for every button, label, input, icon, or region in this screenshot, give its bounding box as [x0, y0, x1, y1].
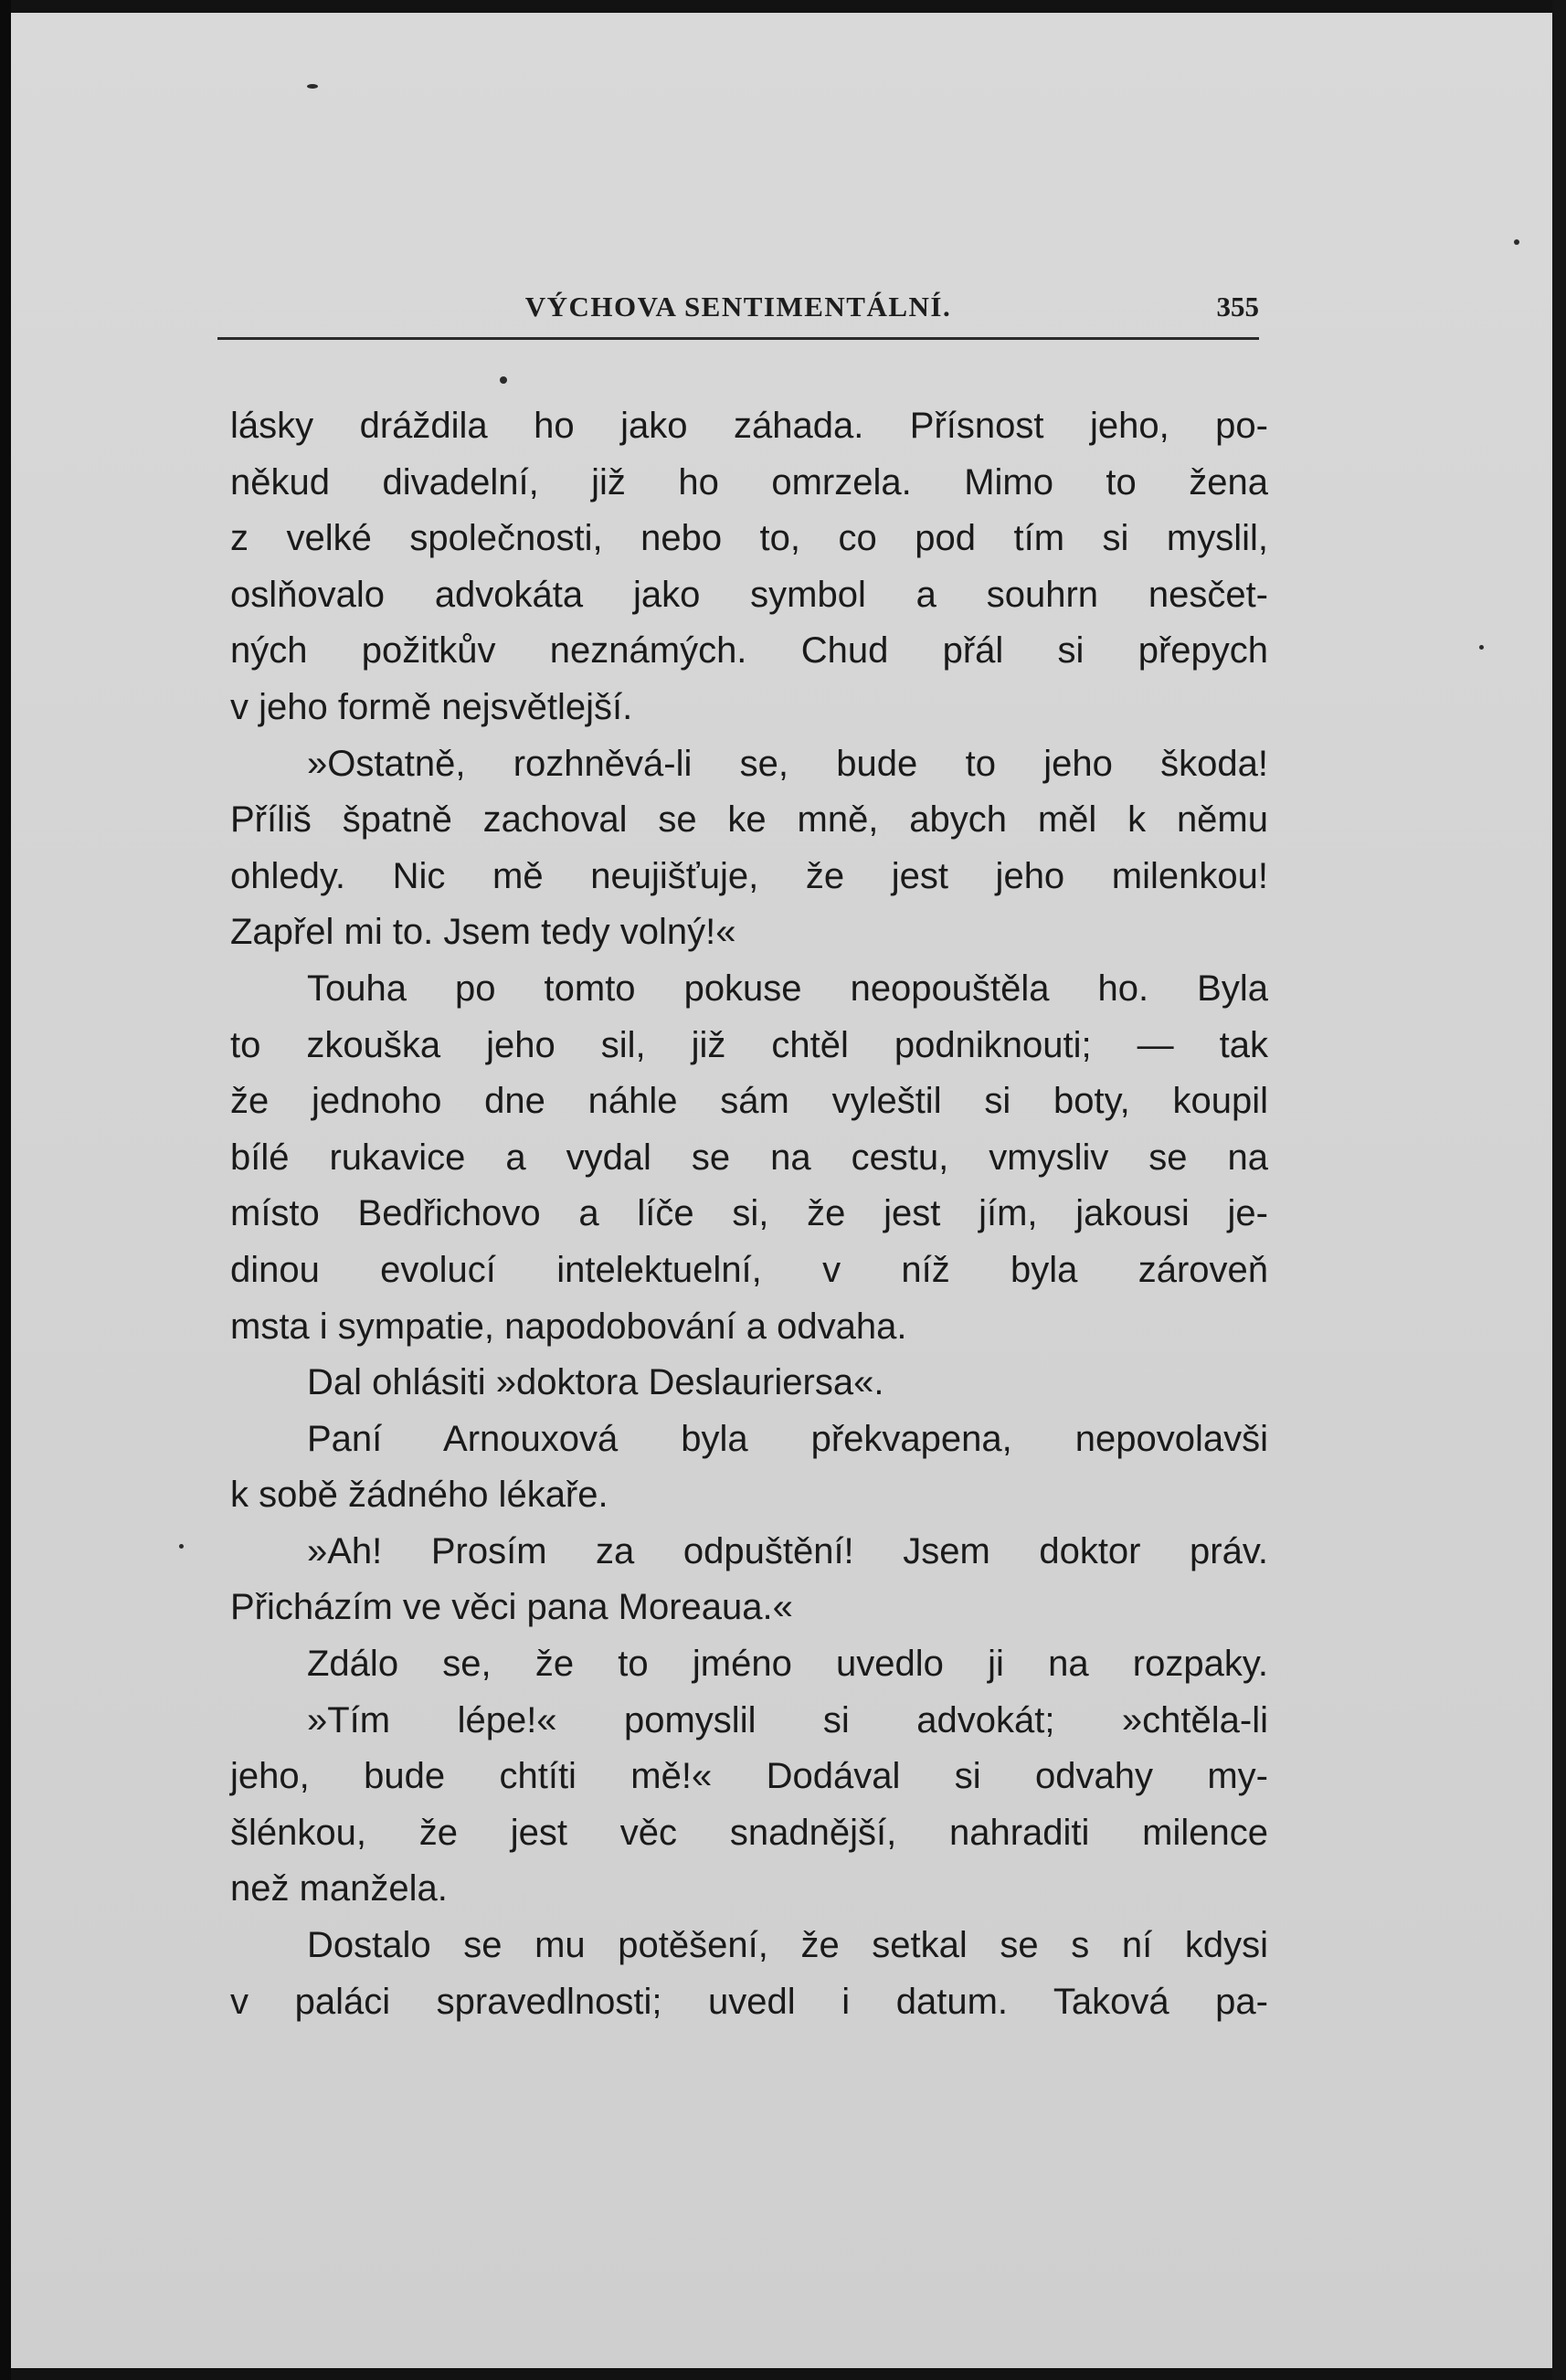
text-line: Dostalo se mu potěšení, že setkal se s ní kdysi: [307, 1925, 1268, 1966]
scan-left-border: [0, 0, 11, 2380]
text-line: »Ostatně, rozhněvá-li se, bude to jeho škoda!: [307, 743, 1268, 784]
text-line: lásky dráždila ho jako záhada. Přísnost jeho, po-: [230, 406, 1268, 446]
text-line: msta i sympatie, napodobování a odvaha.: [230, 1306, 907, 1347]
text-line: dinou evolucí intelektuelní, v níž byla zároveň: [230, 1249, 1268, 1290]
text-line: jeho, bude chtíti mě!« Dodával si odvahy my-: [230, 1756, 1268, 1797]
text-line: v jeho formě nejsvětlejší.: [230, 686, 633, 727]
text-line: Touha po tomto pokuse neopouštěla ho. Byla: [307, 968, 1268, 1009]
text-line: to zkouška jeho sil, již chtěl podniknouti; — tak: [230, 1024, 1268, 1065]
scan-speck: [307, 84, 318, 89]
text-line: Zapřel mi to. Jsem tedy volný!«: [230, 912, 736, 953]
text-line: někud divadelní, již ho omrzela. Mimo to žena: [230, 461, 1268, 502]
text-line: z velké společnosti, nebo to, co pod tím si myslil,: [230, 518, 1268, 559]
text-line: místo Bedřichovo a líče si, že jest jím, jakousi je-: [230, 1193, 1268, 1234]
text-line: »Ah! Prosím za odpuštění! Jsem doktor práv.: [307, 1530, 1268, 1571]
scan-speck: [1479, 645, 1484, 650]
scan-speck: [500, 376, 507, 384]
text-line: Přicházím ve věci pana Moreaua.«: [230, 1587, 793, 1628]
scan-speck: [179, 1544, 184, 1549]
text-line: než manžela.: [230, 1868, 448, 1909]
text-line: bílé rukavice a vydal se na cestu, vmysliv se na: [230, 1137, 1268, 1178]
scan-right-border: [1552, 0, 1566, 2380]
text-line: oslňovalo advokáta jako symbol a souhrn nesčet-: [230, 574, 1268, 615]
running-title: VÝCHOVA SENTIMENTÁLNÍ.: [524, 291, 952, 323]
text-line: ohledy. Nic mě neujišťuje, že jest jeho milenkou!: [230, 855, 1268, 896]
page-header: [217, 291, 1259, 338]
text-line: ných požitkův neznámých. Chud přál si přepych: [230, 630, 1268, 672]
text-line: Příliš špatně zachoval se ke mně, abych měl k němu: [230, 799, 1268, 841]
text-line: k sobě žádného lékaře.: [230, 1475, 608, 1516]
page-number: 355: [1216, 291, 1259, 323]
text-line: »Tím lépe!« pomyslil si advokát; »chtěla-li: [307, 1699, 1268, 1740]
text-line: Paní Arnouxová byla překvapena, nepovolavši: [307, 1418, 1268, 1459]
text-line: v paláci spravedlnosti; uvedl i datum. Taková pa-: [230, 1981, 1268, 2022]
scan-speck: [1514, 239, 1519, 245]
body-text: [230, 398, 1268, 2030]
text-line: Dal ohlásiti »doktora Deslauriersa«.: [307, 1362, 884, 1403]
text-line: že jednoho dne náhle sám vyleštil si boty, koupil: [230, 1081, 1268, 1122]
text-line: Zdálo se, že to jméno uvedlo ji na rozpaky.: [307, 1644, 1268, 1685]
header-rule: [217, 337, 1259, 340]
text-line: šlénkou, že jest věc snadnější, nahraditi milence: [230, 1812, 1268, 1853]
